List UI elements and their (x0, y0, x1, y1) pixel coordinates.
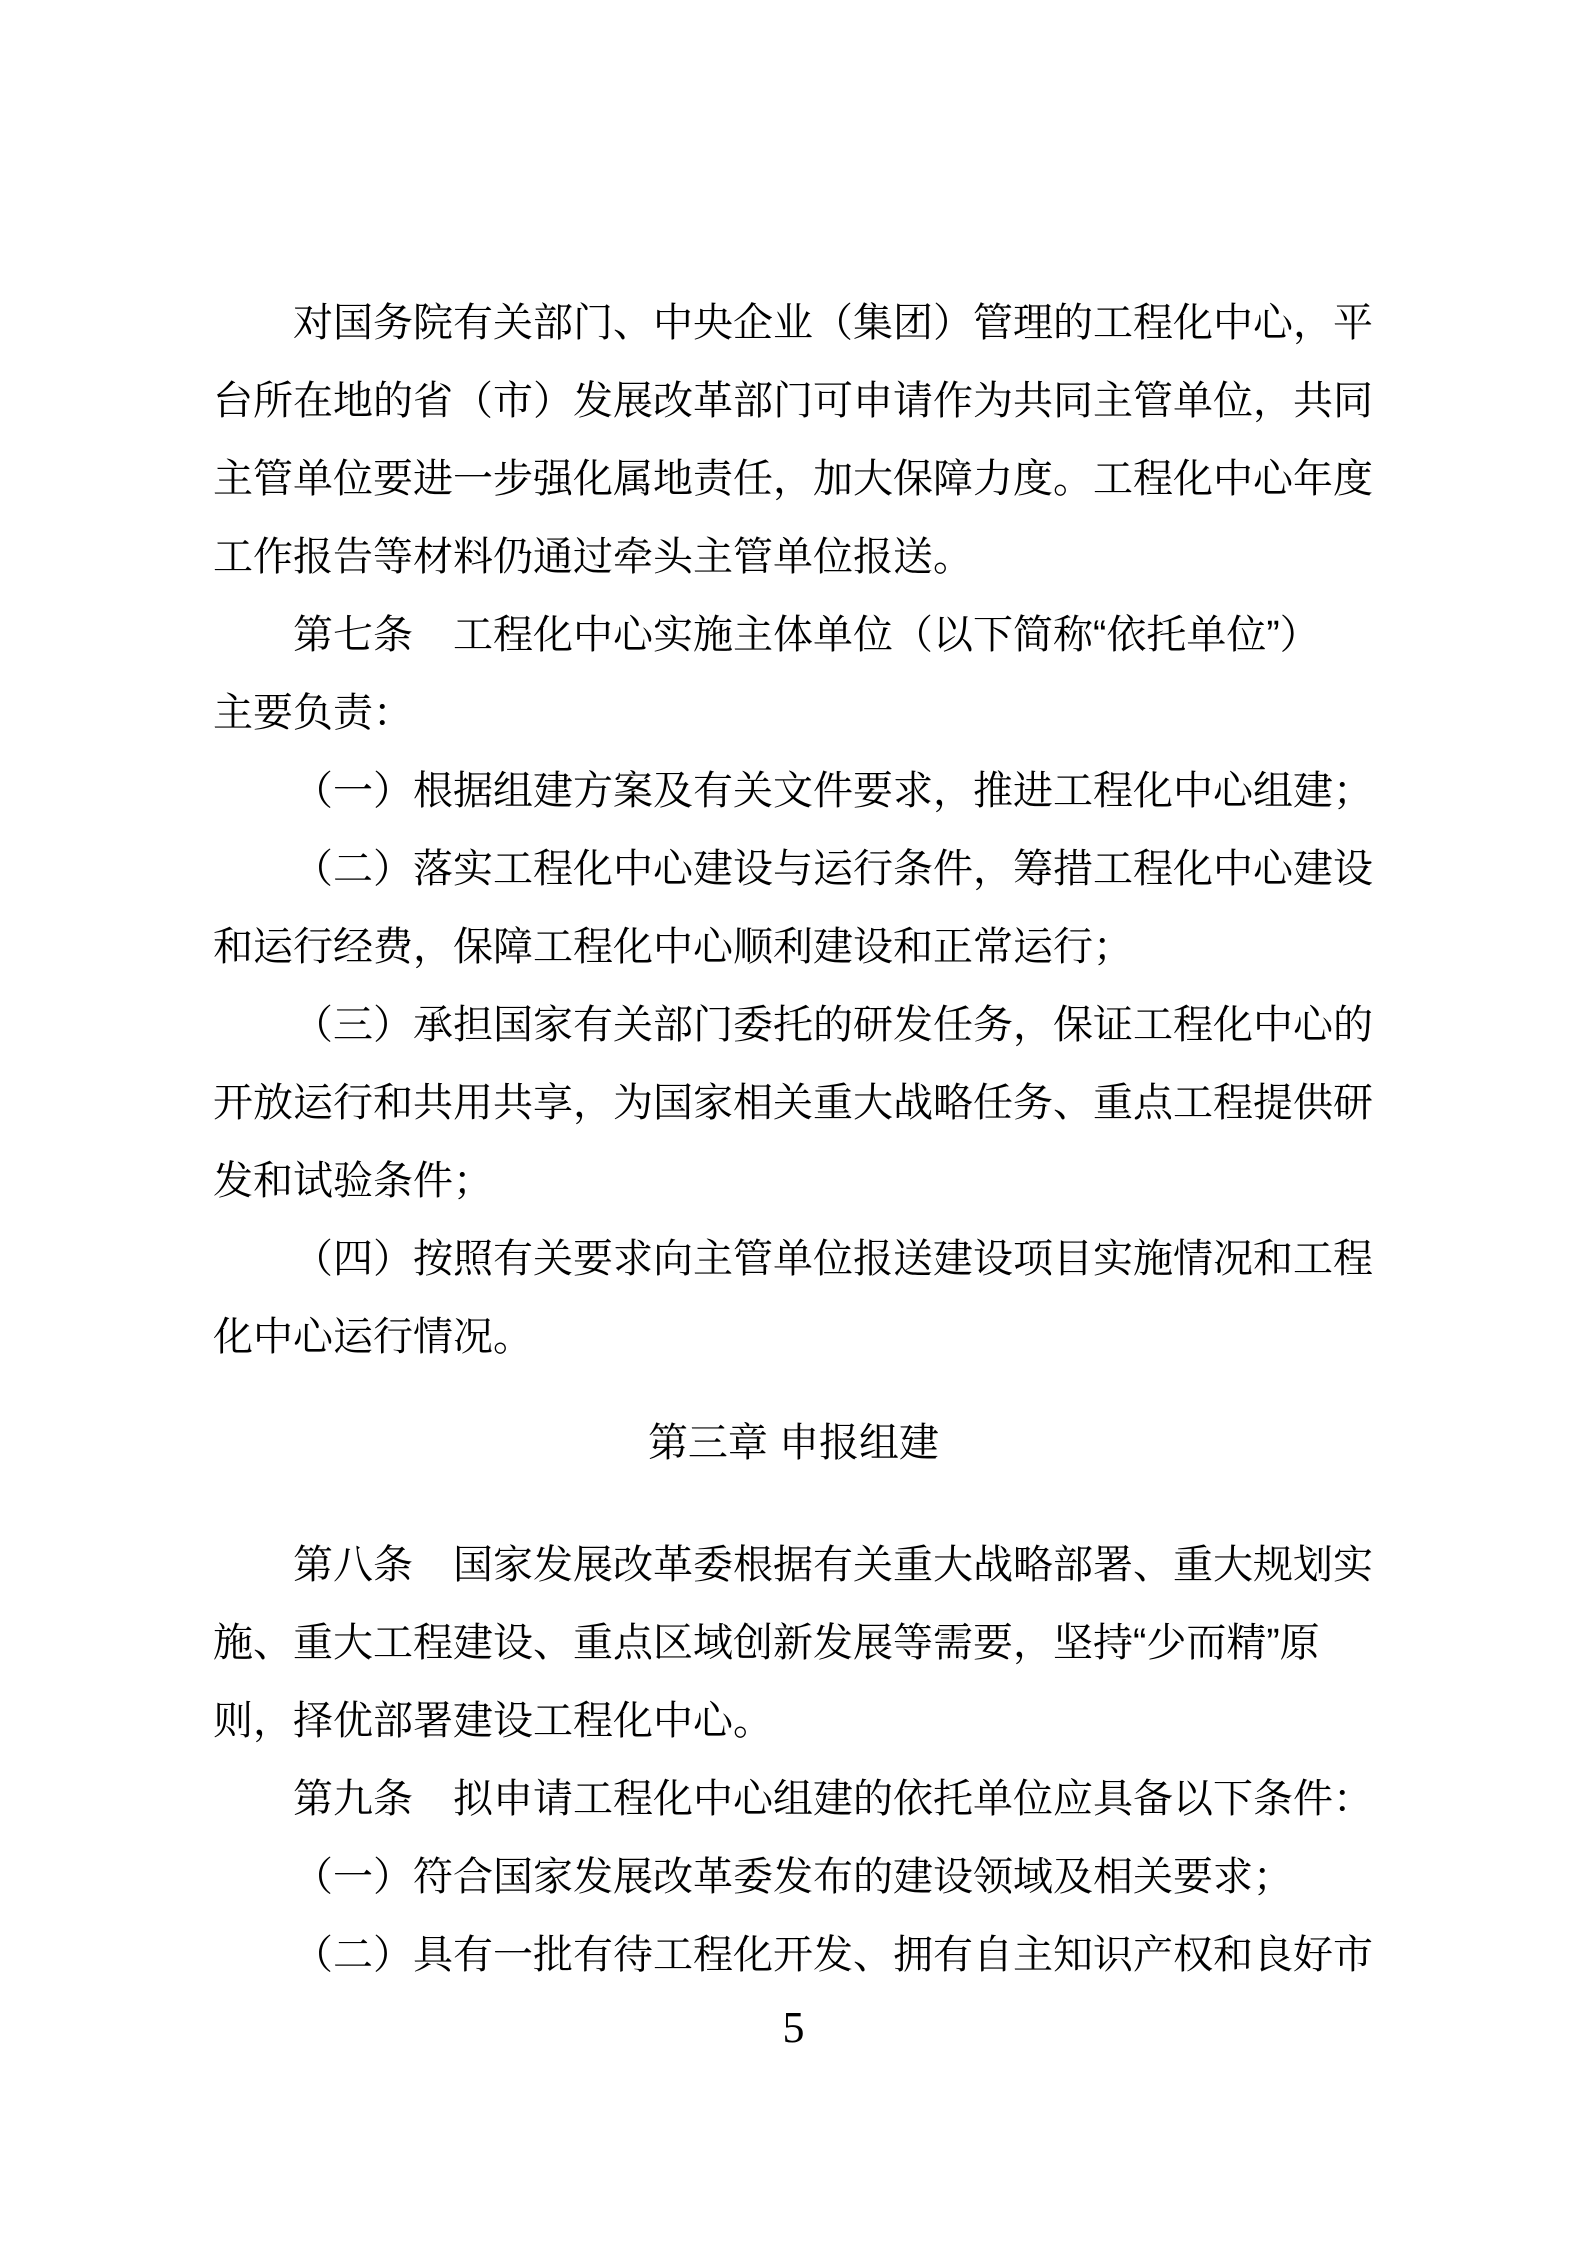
text-line: 施、重大工程建设、重点区域创新发展等需要，坚持“少而精”原 (213, 1621, 1320, 1665)
text-line: 发和试验条件； (213, 1159, 493, 1203)
text-line: （三）承担国家有关部门委托的研发任务，保证工程化中心的 (293, 1003, 1373, 1047)
text-line: （一）符合国家发展改革委发布的建设领域及相关要求； (293, 1855, 1293, 1899)
text-line: （二）具有一批有待工程化开发、拥有自主知识产权和良好市 (293, 1933, 1373, 1977)
text-line: 主管单位要进一步强化属地责任，加大保障力度。工程化中心年度 (213, 457, 1373, 501)
page-number: 5 (782, 2003, 805, 2052)
text-line: （四）按照有关要求向主管单位报送建设项目实施情况和工程 (293, 1237, 1373, 1281)
text-line: 主要负责： (213, 691, 413, 735)
document-body (213, 284, 1374, 1994)
chapter-heading: 第三章 申报组建 (647, 1421, 940, 1465)
text-line: 对国务院有关部门、中央企业（集团）管理的工程化中心，平 (293, 301, 1373, 345)
text-line: 工作报告等材料仍通过牵头主管单位报送。 (213, 535, 973, 579)
text-line: （一）根据组建方案及有关文件要求，推进工程化中心组建； (293, 769, 1373, 813)
text-line: 第九条 拟申请工程化中心组建的依托单位应具备以下条件： (293, 1777, 1373, 1821)
text-line: 化中心运行情况。 (213, 1315, 533, 1359)
text-line: 开放运行和共用共享，为国家相关重大战略任务、重点工程提供研 (213, 1081, 1373, 1125)
text-line: 则，择优部署建设工程化中心。 (213, 1699, 773, 1743)
text-line: （二）落实工程化中心建设与运行条件，筹措工程化中心建设 (293, 847, 1373, 891)
text-line: 台所在地的省（市）发展改革部门可申请作为共同主管单位，共同 (213, 379, 1373, 423)
text-line: 和运行经费，保障工程化中心顺利建设和正常运行； (213, 925, 1133, 969)
text-line: 第七条 工程化中心实施主体单位（以下简称“依托单位”） (293, 613, 1320, 657)
text-line: 第八条 国家发展改革委根据有关重大战略部署、重大规划实 (293, 1543, 1373, 1587)
